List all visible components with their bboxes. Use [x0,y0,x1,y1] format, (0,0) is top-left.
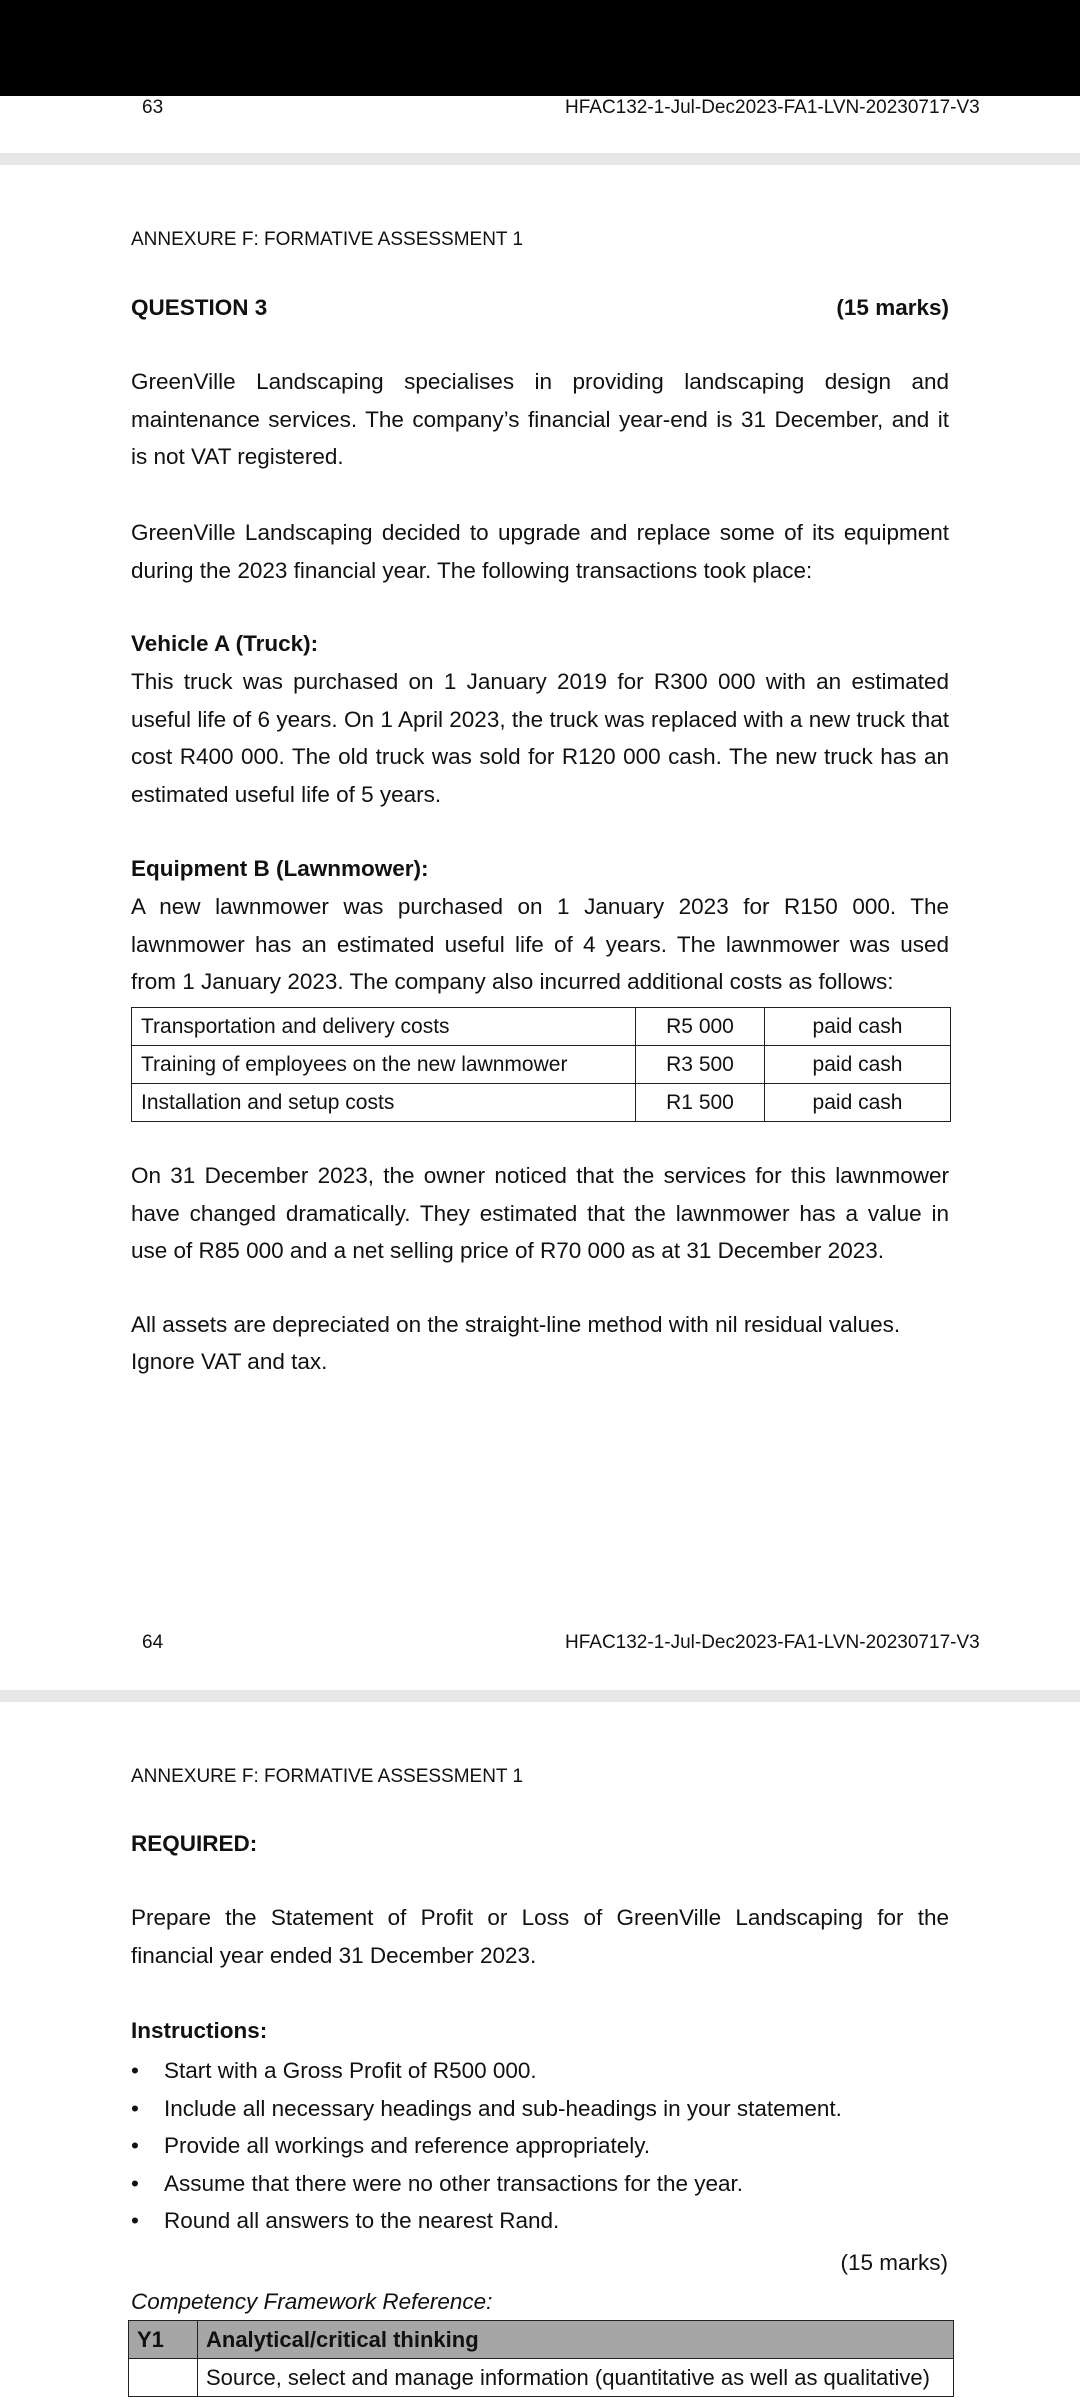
page-number: 64 [142,1632,164,1653]
competency-table [128,2320,954,2397]
list-item: • Start with a Gross Profit of R500 000. [131,2052,951,2090]
page-number: 63 [142,97,164,118]
additional-costs-table [131,1007,951,1122]
vehicle-paragraph: This truck was purchased on 1 January 2019 for R300 000 with an estimated useful life of 6 years. On 1 April 2023, the truck was replaced with a new truck that cost R400 000. The old truck was sold for R120 000 cash. The new truck has an estimated useful life of 5 years. [131,669,949,807]
cost-item: Installation and setup costs [132,1084,636,1122]
competency-code: Y1 [129,2321,198,2359]
vat-note: Ignore VAT and tax. [131,1349,328,1374]
cost-payment: paid cash [765,1046,951,1084]
annexure-label: ANNEXURE F: FORMATIVE ASSESSMENT 1 [131,1766,524,1787]
list-item: • Provide all workings and reference appropriately. [131,2127,951,2165]
cost-payment: paid cash [765,1084,951,1122]
vehicle-heading: Vehicle A (Truck): [131,631,319,656]
intro-paragraph: GreenVille Landscaping specialises in providing landscaping design and maintenance services. The company’s financial year-end is 31 December, and it is not VAT registered. [131,369,949,469]
competency-code [129,2359,198,2397]
table-row [129,2321,954,2359]
depreciation-note: All assets are depreciated on the straight-line method with nil residual values. [131,1312,901,1337]
cost-item: Training of employees on the new lawnmower [132,1046,636,1084]
list-item: • Assume that there were no other transactions for the year. [131,2165,951,2203]
document-code: HFAC132-1-Jul-Dec2023-FA1-LVN-20230717-V3 [565,1632,980,1653]
question-heading: QUESTION 3 [131,295,268,320]
viewer-top-bar [0,0,1080,96]
table-row [132,1046,951,1084]
instructions-list [131,2052,951,2240]
competency-label: Competency Framework Reference: [131,2289,493,2314]
annexure-label: ANNEXURE F: FORMATIVE ASSESSMENT 1 [131,229,524,250]
equipment-paragraph: A new lawnmower was purchased on 1 January 2023 for R150 000. The lawnmower has an estimated useful life of 4 years. The lawnmower was used from 1 January 2023. The company also incurred additional costs as follows: [131,894,949,994]
cost-amount: R3 500 [636,1046,765,1084]
impairment-paragraph: On 31 December 2023, the owner noticed that the services for this lawnmower have changed dramatically. They estimated that the lawnmower has a value in use of R85 000 and a net selling price of R70 000 as at 31 December 2023. [131,1163,949,1263]
list-item: • Round all answers to the nearest Rand. [131,2202,951,2240]
question-marks: (15 marks) [836,295,949,320]
list-item: • Include all necessary headings and sub-headings in your statement. [131,2090,951,2128]
required-marks: (15 marks) [840,2250,948,2275]
competency-title: Analytical/critical thinking [198,2321,954,2359]
instructions-heading: Instructions: [131,2018,268,2043]
table-row [129,2359,954,2397]
table-row [132,1084,951,1122]
equipment-heading: Equipment B (Lawnmower): [131,856,429,881]
intro-paragraph-2: GreenVille Landscaping decided to upgrade and replace some of its equipment during the 2023 financial year. The following transactions took place: [131,520,949,583]
required-paragraph: Prepare the Statement of Profit or Loss of GreenVille Landscaping for the financial year ended 31 December 2023. [131,1905,949,1968]
competency-text: Source, select and manage information (quantitative as well as qualitative) [198,2359,954,2397]
page-separator [0,1690,1080,1702]
cost-amount: R1 500 [636,1084,765,1122]
table-row [132,1008,951,1046]
required-heading: REQUIRED: [131,1831,258,1856]
document-code: HFAC132-1-Jul-Dec2023-FA1-LVN-20230717-V3 [565,97,980,118]
page-separator [0,153,1080,165]
cost-payment: paid cash [765,1008,951,1046]
cost-item: Transportation and delivery costs [132,1008,636,1046]
cost-amount: R5 000 [636,1008,765,1046]
